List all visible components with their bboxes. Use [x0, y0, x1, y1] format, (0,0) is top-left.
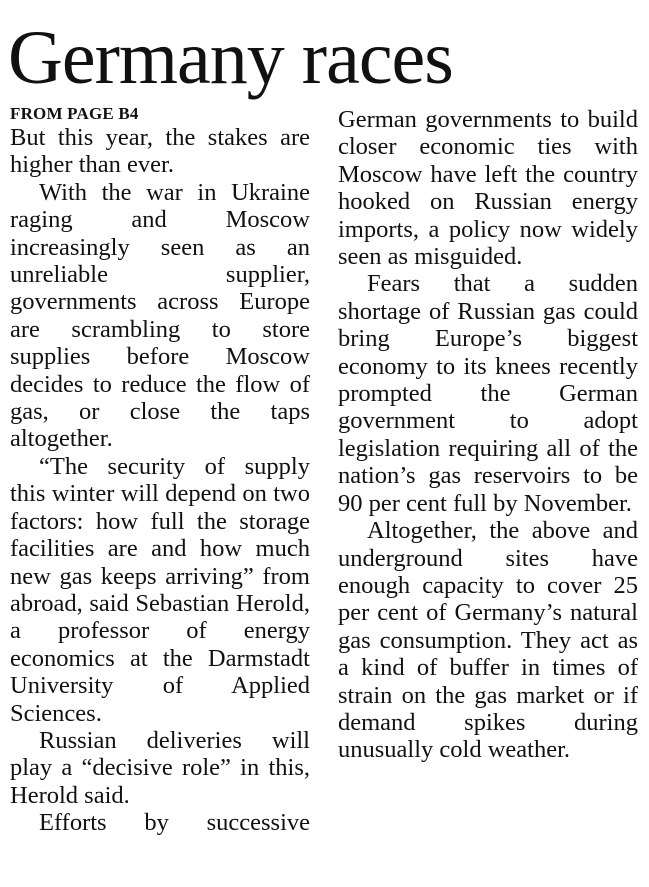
paragraph: Fears that a sudden shortage of Russian gas could bring Europe’s biggest economy to its knees recently prompted the German government to adopt legislation requiring all of the nation’s gas reservoirs to be 90 per cent full by November.	[338, 270, 638, 517]
paragraph: Altogether, the above and underground sites have enough capacity to cover 25 per cent of Germany’s natural gas consumption. They act as a kind of buffer in times of strain on the gas market or if demand spikes during unusually cold weather.	[338, 517, 638, 764]
paragraph: But this year, the stakes are higher than ever.	[10, 124, 310, 179]
article-column-left	[10, 103, 310, 837]
paragraph: With the war in Ukraine raging and Moscow increasingly seen as an unreliable supplier, governments across Europe are scrambling to store supplies before Moscow decides to reduce the flow of gas, or close the taps altogether.	[10, 178, 310, 453]
paragraph: Efforts by successive	[39, 809, 310, 837]
paragraph: “The security of supply this winter will depend on two factors: how full the storage facilities are and how much new gas keeps arriving” from abroad, said Sebastian Herold, a professor of energy economics at the Darmstadt University of Applied Sciences.	[10, 452, 310, 727]
headline: Germany races	[8, 16, 453, 100]
paragraph: German governments to build closer economic ties with Moscow have left the country hooked on Russian energy imports, a policy now widely seen as misguided.	[338, 106, 638, 271]
article-column-right	[338, 106, 638, 764]
continuation-kicker: FROM PAGE B4	[10, 104, 139, 123]
paragraph: Russian deliveries will play a “decisive role” in this, Herold said.	[10, 726, 310, 809]
